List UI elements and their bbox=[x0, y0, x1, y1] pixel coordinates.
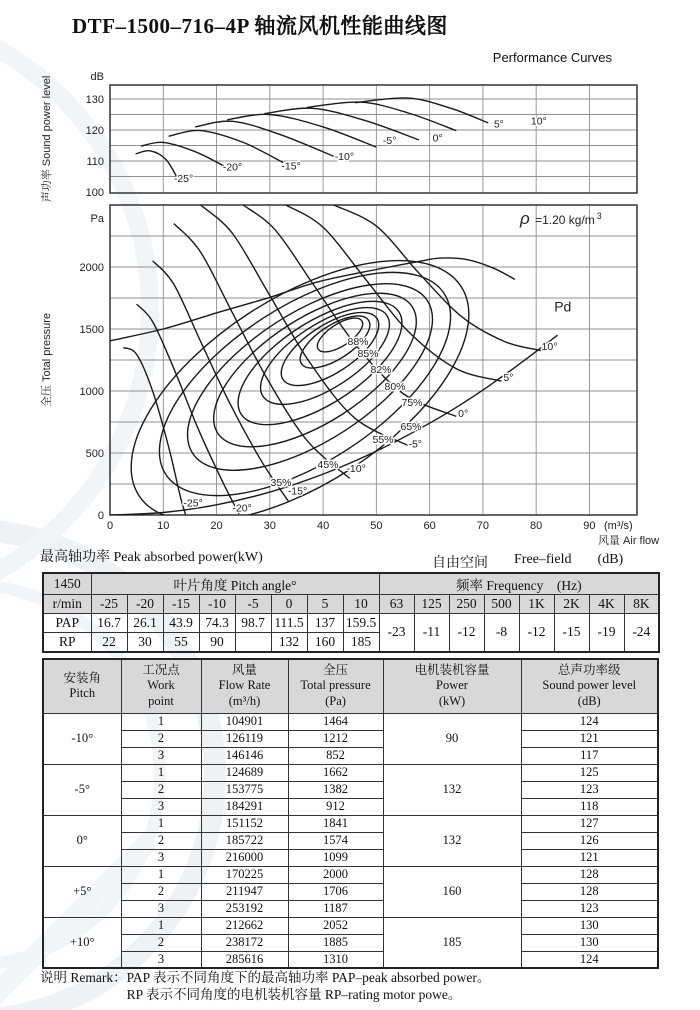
flow-rate-cell: 184291 bbox=[201, 798, 288, 815]
total-pressure-cell: 1841 bbox=[288, 815, 383, 832]
flow-rate-cell: 170225 bbox=[201, 866, 288, 883]
work-point-cell: 3 bbox=[121, 951, 201, 968]
flow-rate-cell: 216000 bbox=[201, 849, 288, 866]
angle-col: -20 bbox=[127, 595, 163, 614]
remark-line-pap: PAP 表示不同角度下的最高轴功率 PAP–peak absorbed power。 bbox=[126, 970, 491, 985]
tick-label: 1000 bbox=[79, 386, 104, 398]
total-pressure-cell: 1382 bbox=[288, 781, 383, 798]
tick-label: 110 bbox=[86, 156, 104, 168]
angle-col: 10 bbox=[343, 595, 379, 614]
flow-rate-cell: 151152 bbox=[201, 815, 288, 832]
flow-rate-cell: 253192 bbox=[201, 900, 288, 917]
curve-label: -25° bbox=[173, 173, 194, 186]
total-pressure-cell: 1187 bbox=[288, 900, 383, 917]
sound-curve--15° bbox=[169, 130, 284, 162]
sound-level-cell: 127 bbox=[521, 815, 658, 832]
tick-label: 30 bbox=[263, 520, 276, 532]
total-pressure-cell: 1706 bbox=[288, 883, 383, 900]
freq-correction-value: -23 bbox=[379, 614, 414, 652]
header-line: (kW) bbox=[438, 694, 466, 709]
flow-unit-label: (m³/s) bbox=[604, 520, 633, 532]
angle-col: 0 bbox=[271, 595, 307, 614]
caption-peak-power: 最高轴功率 Peak absorbed power(kW) bbox=[40, 550, 263, 565]
curve-label: -10° bbox=[334, 151, 355, 164]
tick-label: 50 bbox=[370, 520, 383, 532]
sound-curve-10° bbox=[355, 98, 488, 123]
remark-prefix: 说明 Remark： bbox=[40, 970, 127, 985]
curve-label: -20° bbox=[232, 502, 252, 515]
work-header-5 bbox=[521, 659, 658, 713]
sound-level-cell: 128 bbox=[521, 866, 658, 883]
sound-level-cell: 118 bbox=[521, 798, 658, 815]
pressure-axis-label: 全压 Total pressure bbox=[41, 312, 53, 408]
work-header-4 bbox=[383, 659, 521, 713]
pitch-curve--20° bbox=[137, 304, 239, 514]
freq-band: 250 bbox=[449, 595, 484, 614]
sound-curve--10° bbox=[195, 121, 334, 156]
work-point-cell: 1 bbox=[121, 713, 201, 730]
flow-rate-cell: 238172 bbox=[201, 934, 288, 951]
curve-label: -15° bbox=[281, 160, 301, 173]
freq-correction-value: -15 bbox=[554, 614, 589, 652]
pitch-angle-cell: -10° bbox=[43, 713, 121, 764]
work-header-0 bbox=[43, 659, 121, 713]
motor-power-cell: 132 bbox=[383, 764, 521, 815]
rpm-unit: r/min bbox=[43, 595, 91, 614]
work-point-cell: 3 bbox=[121, 900, 201, 917]
pitch-angle-header: 叶片角度 Pitch angle° bbox=[91, 573, 379, 595]
header-line: 安装角 bbox=[63, 670, 101, 685]
angle-col: 5 bbox=[307, 595, 343, 614]
total-pressure-cell: 1464 bbox=[288, 713, 383, 730]
total-pressure-cell: 1662 bbox=[288, 764, 383, 781]
peak-envelope-curve bbox=[110, 258, 515, 341]
rp-value: 185 bbox=[343, 633, 379, 652]
flow-rate-cell: 124689 bbox=[201, 764, 288, 781]
sound-level-cell: 121 bbox=[521, 849, 658, 866]
curve-label: -5° bbox=[408, 438, 423, 451]
sound-level-cell: 123 bbox=[521, 781, 658, 798]
motor-power-cell: 132 bbox=[383, 815, 521, 866]
curve-label: -20° bbox=[222, 161, 243, 174]
tick-label: 70 bbox=[476, 520, 490, 532]
curve-label: 0° bbox=[458, 408, 469, 421]
tick-label: 130 bbox=[85, 94, 104, 106]
rp-value: 160 bbox=[307, 633, 343, 652]
rp-value: 55 bbox=[163, 633, 199, 652]
curve-label: 82% bbox=[370, 364, 392, 376]
work-point-cell: 1 bbox=[121, 866, 201, 883]
work-point-cell: 1 bbox=[121, 815, 201, 832]
free-field-cn: 自由空间 bbox=[432, 556, 488, 571]
pap-value: 43.9 bbox=[163, 614, 199, 633]
angle-col: -15 bbox=[163, 595, 199, 614]
sound-level-cell: 123 bbox=[521, 900, 658, 917]
power-frequency-table bbox=[42, 572, 660, 653]
curve-label: 75% bbox=[401, 397, 423, 409]
tick-label: 1500 bbox=[79, 324, 104, 336]
header-line: 工况点 bbox=[142, 662, 180, 677]
work-header-1 bbox=[121, 659, 201, 713]
sound-level-cell: 124 bbox=[521, 713, 658, 730]
frequency-header: 频率 Frequency (Hz) bbox=[379, 573, 659, 595]
pitch-angle-cell: -5° bbox=[43, 764, 121, 815]
flow-rate-cell: 153775 bbox=[201, 781, 288, 798]
flow-axis-label: 风量 Air flow bbox=[598, 535, 660, 547]
total-pressure-cell: 1885 bbox=[288, 934, 383, 951]
tick-label: 100 bbox=[85, 187, 104, 199]
flow-rate-cell: 185722 bbox=[201, 832, 288, 849]
free-field-en: Free–field bbox=[514, 552, 572, 567]
tick-label: 0 bbox=[97, 510, 104, 522]
sound-curve--20° bbox=[141, 142, 226, 167]
motor-power-cell: 90 bbox=[383, 713, 521, 764]
air-density-annotation: ρ =1.20 kg/m $^3$ bbox=[520, 209, 602, 228]
pitch-angle-cell: 0° bbox=[43, 815, 121, 866]
sound-level-cell: 121 bbox=[521, 730, 658, 747]
work-point-cell: 2 bbox=[121, 832, 201, 849]
flow-rate-cell: 212662 bbox=[201, 917, 288, 934]
flow-rate-cell: 285616 bbox=[201, 951, 288, 968]
work-point-cell: 3 bbox=[121, 747, 201, 764]
tick-label: 10 bbox=[157, 520, 170, 532]
work-point-cell: 1 bbox=[121, 917, 201, 934]
work-header-2 bbox=[201, 659, 288, 713]
freq-correction-value: -24 bbox=[624, 614, 659, 652]
pitch-curve-5° bbox=[286, 205, 502, 381]
free-field-unit: (dB) bbox=[597, 552, 624, 567]
sound-level-cell: 125 bbox=[521, 764, 658, 781]
tick-label: 2000 bbox=[79, 262, 104, 274]
freq-correction-value: -12 bbox=[519, 614, 554, 652]
angle-col: -10 bbox=[199, 595, 235, 614]
freq-band: 4K bbox=[589, 595, 624, 614]
freq-band: 63 bbox=[379, 595, 414, 614]
curve-label: 35% bbox=[270, 477, 292, 489]
angle-col: -25 bbox=[91, 595, 127, 614]
sound-axis-label: 声功率 Sound power level bbox=[41, 75, 53, 203]
total-pressure-cell: 912 bbox=[288, 798, 383, 815]
tick-label: 20 bbox=[210, 520, 223, 532]
sound-level-cell: 130 bbox=[521, 917, 658, 934]
motor-power-cell: 185 bbox=[383, 917, 521, 968]
header-line: 总声功率级 bbox=[557, 662, 621, 677]
rp-value: 132 bbox=[271, 633, 307, 652]
rp-value: 30 bbox=[127, 633, 163, 652]
curve-label: 10° bbox=[530, 115, 547, 128]
curve-label: 85% bbox=[357, 348, 379, 360]
curve-label: -5° bbox=[382, 134, 397, 147]
tick-label: 80 bbox=[530, 520, 543, 532]
header-line: 电机装机容量 bbox=[414, 662, 490, 677]
work-header-3 bbox=[288, 659, 383, 713]
caption-free-field bbox=[432, 552, 623, 572]
rp-value: 90 bbox=[199, 633, 235, 652]
remark-line-rp: RP 表示不同角度的电机装机容量 RP–rating motor powe。 bbox=[126, 986, 462, 1002]
flow-rate-cell: 126119 bbox=[201, 730, 288, 747]
pap-value: 137 bbox=[307, 614, 343, 633]
sound-level-cell: 130 bbox=[521, 934, 658, 951]
curve-label: 0° bbox=[432, 132, 443, 145]
tick-label: 0 bbox=[106, 520, 114, 532]
performance-chart bbox=[0, 70, 700, 570]
freq-band: 8K bbox=[624, 595, 659, 614]
header-line: (m³/h) bbox=[228, 694, 261, 709]
pap-value: 159.5 bbox=[343, 614, 379, 633]
work-point-cell: 3 bbox=[121, 798, 201, 815]
curve-label: Pd bbox=[554, 298, 572, 315]
rp-label: RP bbox=[43, 633, 91, 652]
total-pressure-cell: 2052 bbox=[288, 917, 383, 934]
curve-label: 65% bbox=[400, 421, 422, 433]
pap-value: 16.7 bbox=[91, 614, 127, 633]
work-point-cell: 2 bbox=[121, 934, 201, 951]
total-pressure-cell: 2000 bbox=[288, 866, 383, 883]
pitch-angle-cell: +5° bbox=[43, 866, 121, 917]
tick-label: 60 bbox=[423, 520, 436, 532]
sound-curve--25° bbox=[136, 151, 179, 180]
pap-value: 74.3 bbox=[199, 614, 235, 633]
work-point-cell: 2 bbox=[121, 730, 201, 747]
work-point-cell: 2 bbox=[121, 781, 201, 798]
header-line: 风量 bbox=[231, 662, 257, 677]
freq-band: 125 bbox=[414, 595, 449, 614]
pressure-unit-label: Pa bbox=[90, 213, 104, 225]
curve-label: 5° bbox=[503, 372, 514, 385]
remark bbox=[40, 970, 490, 1004]
total-pressure-cell: 1099 bbox=[288, 849, 383, 866]
tick-label: 90 bbox=[583, 520, 596, 532]
rpm-value: 1450 bbox=[43, 573, 91, 595]
tick-label: 40 bbox=[316, 520, 330, 532]
header-line: point bbox=[148, 694, 174, 709]
pap-value: 26.1 bbox=[127, 614, 163, 633]
total-pressure-cell: 1212 bbox=[288, 730, 383, 747]
motor-power-cell: 160 bbox=[383, 866, 521, 917]
freq-correction-value: -11 bbox=[414, 614, 449, 652]
angle-col: -5 bbox=[235, 595, 271, 614]
pap-label: PAP bbox=[43, 614, 91, 633]
sound-level-cell: 126 bbox=[521, 832, 658, 849]
freq-band: 1K bbox=[519, 595, 554, 614]
work-point-cell: 1 bbox=[121, 764, 201, 781]
freq-band: 2K bbox=[554, 595, 589, 614]
flow-rate-cell: 104901 bbox=[201, 713, 288, 730]
work-point-cell: 3 bbox=[121, 849, 201, 866]
total-pressure-cell: 1310 bbox=[288, 951, 383, 968]
freq-band: 500 bbox=[484, 595, 519, 614]
tick-label: 120 bbox=[85, 125, 104, 137]
curve-label: 10° bbox=[541, 341, 558, 354]
curve-label: -25° bbox=[183, 497, 203, 510]
freq-correction-value: -19 bbox=[589, 614, 624, 652]
curve-label: 5° bbox=[493, 118, 504, 131]
sound-level-cell: 128 bbox=[521, 883, 658, 900]
header-line: 全压 bbox=[322, 662, 348, 677]
curve-label: 45% bbox=[317, 459, 339, 471]
header-line: Flow Rate bbox=[218, 678, 271, 693]
pitch-angle-cell: +10° bbox=[43, 917, 121, 968]
total-pressure-cell: 1574 bbox=[288, 832, 383, 849]
header-line: Total pressure bbox=[300, 678, 371, 693]
curve-label: 55% bbox=[372, 434, 394, 446]
curve-label: 80% bbox=[384, 381, 406, 393]
performance-curves-label: Performance Curves bbox=[492, 50, 612, 65]
work-points-table bbox=[42, 658, 659, 969]
work-point-cell: 2 bbox=[121, 883, 201, 900]
rp-value: 22 bbox=[91, 633, 127, 652]
freq-correction-value: -8 bbox=[484, 614, 519, 652]
curve-label: 88% bbox=[347, 336, 369, 348]
header-line: Work bbox=[147, 678, 175, 693]
header-line: (dB) bbox=[577, 694, 601, 709]
flow-rate-cell: 146146 bbox=[201, 747, 288, 764]
curve-label: -15° bbox=[287, 485, 308, 498]
freq-correction-value: -12 bbox=[449, 614, 484, 652]
header-line: Sound power level bbox=[542, 678, 637, 693]
sound-level-cell: 117 bbox=[521, 747, 658, 764]
curve-label: -10° bbox=[346, 463, 366, 476]
rp-value bbox=[235, 633, 271, 652]
page-title: DTF–1500–716–4P 轴流风机性能曲线图 bbox=[72, 14, 448, 38]
total-pressure-cell: 852 bbox=[288, 747, 383, 764]
sound-unit-label: dB bbox=[90, 71, 104, 83]
header-line: Power bbox=[436, 678, 468, 693]
flow-rate-cell: 211947 bbox=[201, 883, 288, 900]
header-line: Pitch bbox=[69, 686, 96, 701]
pap-value: 111.5 bbox=[271, 614, 307, 633]
header-line: (Pa) bbox=[325, 694, 346, 709]
pap-value: 98.7 bbox=[235, 614, 271, 633]
sound-level-cell: 124 bbox=[521, 951, 658, 968]
tick-label: 500 bbox=[85, 448, 104, 460]
